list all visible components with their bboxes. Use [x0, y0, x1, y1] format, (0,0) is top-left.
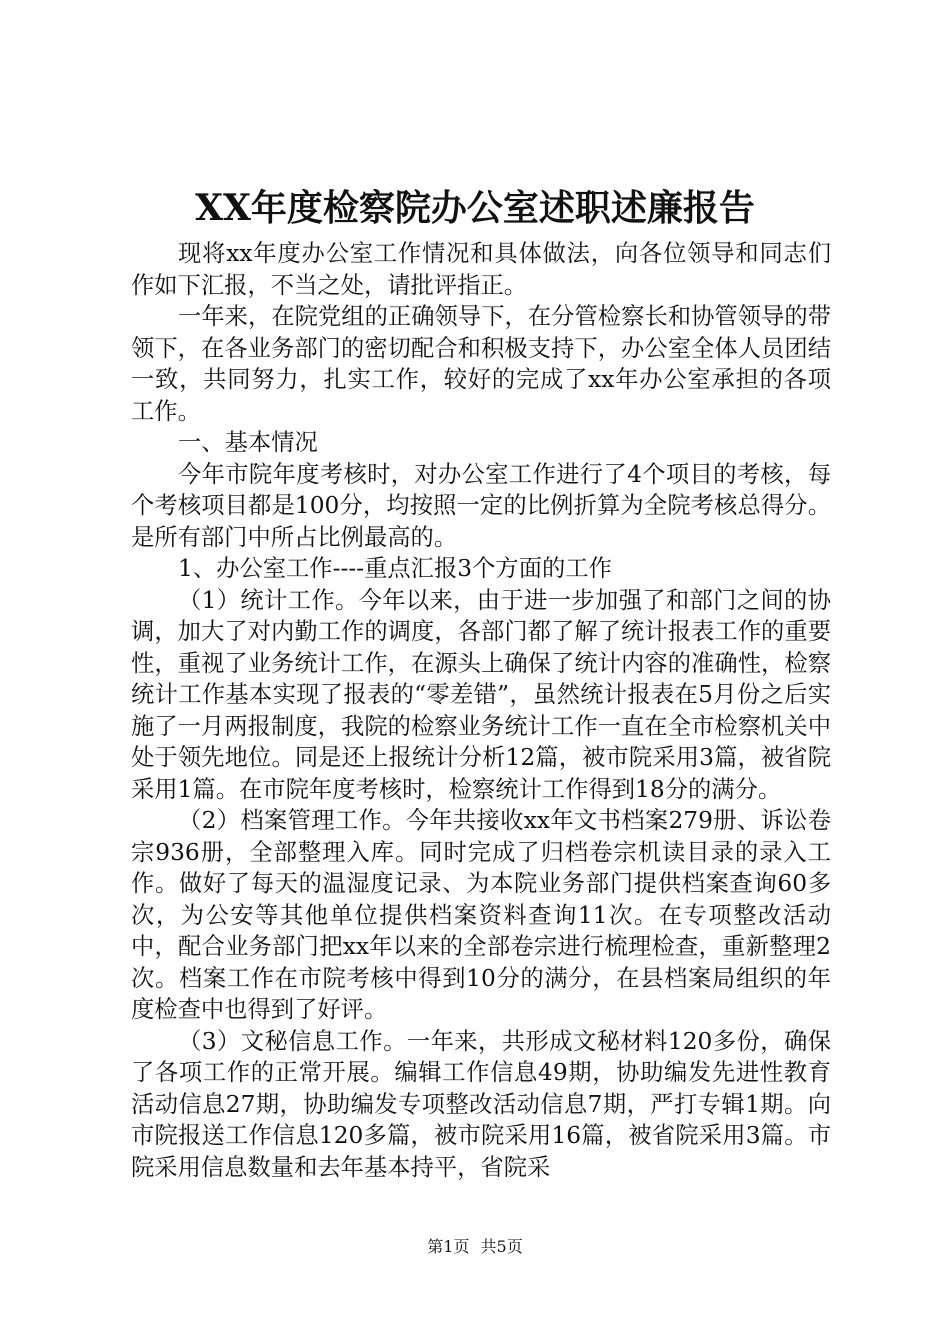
- paragraph-summary: 一年来，在院党组的正确领导下，在分管检察长和协管领导的带领下，在各业务部门的密切配合和积极支持下，办公室全体人员团结一致，共同努力，扎实工作，较好的完成了xx年办公室承担的各项工作。: [131, 303, 831, 425]
- document-body: [131, 238, 831, 1183]
- paragraph-archive-work: （2）档案管理工作。今年共接收xx年文书档案279册、诉讼卷宗936册，全部整理入库。同时完成了归档卷宗机读目录的录入工作。做好了每天的温湿度记录、为本院业务部门提供档案查询60多次，为公安等其他单位提供档案资料查询11次。在专项整改活动中，配合业务部门把xx年以来的全部卷宗进行梳理检查，重新整理2次。档案工作在市院考核中得到10分的满分，在县档案局组织的年度检查中也得到了好评。: [131, 807, 831, 1023]
- paragraph-secretarial-work: （3）文秘信息工作。一年来，共形成文秘材料120多份，确保了各项工作的正常开展。编辑工作信息49期，协助编发先进性教育活动信息27期，协助编发专项整改活动信息7期，严打专辑1期。向市院报送工作信息120多篇，被市院采用16篇，被省院采用3篇。市院采用信息数量和去年基本持平，省院采: [131, 1027, 831, 1181]
- paragraph-statistics-work: （1）统计工作。今年以来，由于进一步加强了和部门之间的协调，加大了对内勤工作的调度，各部门都了解了统计报表工作的重要性，重视了业务统计工作，在源头上确保了统计内容的准确性，检察统计工作基本实现了报表的“零差错”，虽然统计报表在5月份之后实施了一月两报制度，我院的检察业务统计工作一直在全市检察机关中处于领先地位。同是还上报统计分析12篇，被市院采用3篇，被省院采用1篇。在市院年度考核时，检察统计工作得到18分的满分。: [131, 586, 831, 803]
- page-number: 第1页: [427, 1237, 470, 1256]
- section-heading-basic: 一、基本情况: [178, 429, 318, 456]
- paragraph-intro: 现将xx年度办公室工作情况和具体做法，向各位领导和同志们作如下汇报，不当之处，请批评指正。: [131, 240, 831, 299]
- document-title: XX年度检察院办公室述职述廉报告: [195, 187, 755, 229]
- subsection-heading-office-work: 1、办公室工作----重点汇报3个方面的工作: [178, 555, 612, 582]
- paragraph-assessment: 今年市院年度考核时，对办公室工作进行了4个项目的考核，每个考核项目都是100分，均按照一定的比例折算为全院考核总得分。是所有部门中所占比例最高的。: [131, 460, 831, 551]
- page-total: 共5页: [480, 1237, 523, 1256]
- page-footer: [0, 1236, 950, 1258]
